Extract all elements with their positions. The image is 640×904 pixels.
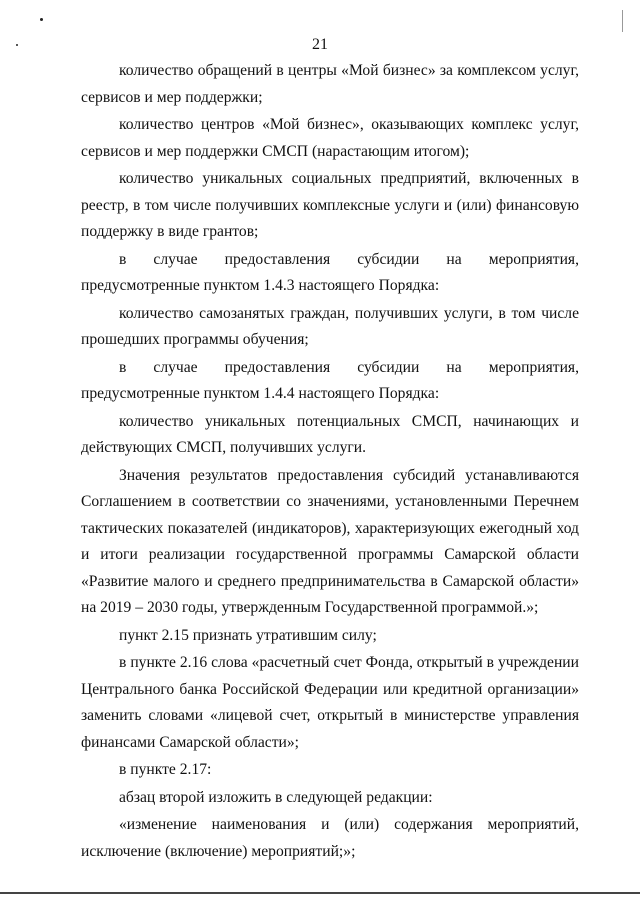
paragraph: «изменение наименования и (или) содержания мероприятий, исключение (включение) мероприятий;»; [81,816,579,860]
paragraph: количество центров «Мой бизнес», оказывающих комплекс услуг, сервисов и мер поддержки СМСП (нарастающим итогом); [81,116,579,160]
paragraph: количество обращений в центры «Мой бизнес» за комплексом услуг, сервисов и мер поддержки; [81,62,579,106]
paragraph: в пункте 2.17: [119,761,212,778]
scan-mark [622,10,623,32]
page-number: 21 [312,36,328,53]
paragraph: в случае предоставления субсидии на мероприятия, предусмотренные пунктом 1.4.3 настоящего Порядка: [81,250,579,294]
paragraph: в случае предоставления субсидии на мероприятия, предусмотренные пунктом 1.4.4 настоящего Порядка: [81,358,579,402]
paragraph: количество уникальных социальных предприятий, включенных в реестр, в том числе получивших комплексные услуги и (или) финансовую поддержку в виде грантов; [81,170,579,240]
paragraph: количество самозанятых граждан, получивших услуги, в том числе прошедших программы обучения; [81,304,579,348]
paragraph: пункт 2.15 признать утратившим силу; [119,626,377,644]
document-body [81,58,579,866]
scan-speck [40,18,43,21]
paragraph: абзац второй изложить в следующей редакции: [119,788,433,806]
paragraph: количество уникальных потенциальных СМСП, начинающих и действующих СМСП, получивших услуги. [81,412,579,456]
paragraph: Значения результатов предоставления субсидий устанавливаются Соглашением в соответствии со значениями, установленными Перечнем тактических показателей (индикаторов), характеризующих ежегодный ход и итоги реализации государственной программы Самарской области «Развитие малого и среднего предпринимательства в Самарской области» на 2019 – 2030 годы, утвержденным Государственной программой.»; [81,466,579,616]
paragraph: в пункте 2.16 слова «расчетный счет Фонда, открытый в учреждении Центрального банка Российской Федерации или кредитной организации» заменить словами «лицевой счет, открытый в министерстве управления финансами Самарской области»; [81,654,579,751]
scan-bottom-edge [0,892,640,894]
